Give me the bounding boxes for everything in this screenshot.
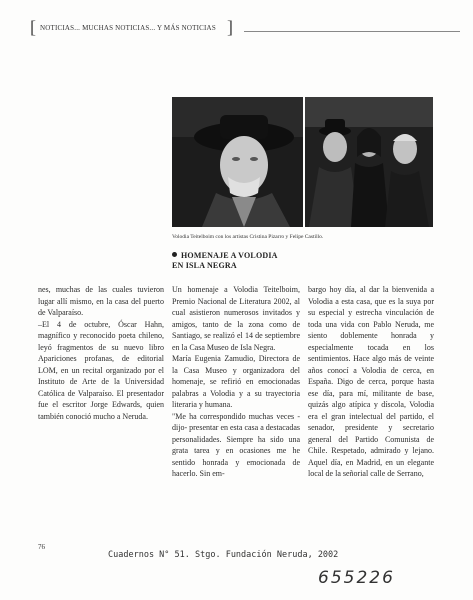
col2-paragraph: María Eugenia Zamudio, Directora de la Casa Museo y organizadora del homenaje, se refirió en emocionadas palabras a Volodia y a su trayectoria literaria y humana.	[172, 354, 300, 409]
photo-volodia-portrait-image	[172, 97, 303, 227]
col2-paragraph: "Me ha correspondido muchas veces -dijo- presentar en esta casa a destacadas personalidades. Siempre ha sido una grata tarea y en ocasiones me he sentido honrada y emocionada de hacerlo. Sin em-	[172, 411, 300, 478]
photo-volodia-with-artists	[305, 97, 433, 227]
photo-volodia-portrait	[172, 97, 303, 227]
header-section-title: NOTICIAS... MUCHAS NOTICIAS... Y MÁS NOTICIAS	[40, 24, 216, 32]
text-column-2	[172, 284, 300, 480]
text-column-3	[308, 284, 434, 480]
col1-paragraph: nes, muchas de las cuales tuvieron lugar allí mismo, en la casa del puerto de Valparaíso.	[38, 285, 164, 317]
handwritten-catalog-number: 655226	[318, 568, 395, 588]
header-bracket-right: ]	[227, 17, 233, 37]
page-number: 76	[38, 543, 45, 551]
col3-paragraph: bargo hoy día, al dar la bienvenida a Volodia a esta casa, que es la suya por su especial y estrecha vinculación de toda una vida con Pablo Neruda, me siento doblemente honrada y especialmente tocada en los sentimientos. Hace algo más de veinte años conocí a Volodia de cerca, en España. Digo de cerca, porque hasta ese día, para mí, militante de base, quizás algo atípica y díscola, Volodia era el gran intelectual del partido, el senador, presidente y secretario general del Partido Comunista de Chile. Respetado, admirado y lejano. Aquel día, en Madrid, en un elegante local de la señorial calle de Serrano,	[308, 285, 434, 478]
heading-bullet-icon	[172, 252, 177, 257]
header-rule	[244, 31, 460, 32]
photo-caption: Volodia Teitelboim con los artistas Cristina Pizarro y Felipe Castillo.	[172, 234, 324, 240]
text-column-1	[38, 284, 164, 422]
photo-volodia-with-artists-image	[305, 97, 433, 227]
header-bracket-left: [	[30, 17, 36, 37]
article-heading	[172, 251, 372, 271]
heading-line-1: HOMENAJE A VOLODIA	[181, 251, 278, 260]
footer-citation: Cuadernos N° 51. Stgo. Fundación Neruda, 2002	[108, 550, 339, 560]
col1-paragraph: –El 4 de octubre, Óscar Hahn, magnífico y reconocido poeta chileno, leyó fragmentos de su nuevo libro Apariciones profanas, de editorial LOM, en un recital organizado por el Instituto de Arte de la Universidad Católica de Valparaíso. El presentador fue el escritor Jorge Edwards, quien también conoció mucho a Neruda.	[38, 319, 164, 421]
col2-paragraph: Un homenaje a Volodia Teitelboim, Premio Nacional de Literatura 2002, al cual asistieron numerosos invitados y amigos, tanto de la zona como de Santiago, se realizó el 14 de septiembre en la Casa Museo de Isla Negra.	[172, 285, 300, 352]
heading-line-2: EN ISLA NEGRA	[172, 261, 237, 270]
running-header	[30, 17, 460, 40]
